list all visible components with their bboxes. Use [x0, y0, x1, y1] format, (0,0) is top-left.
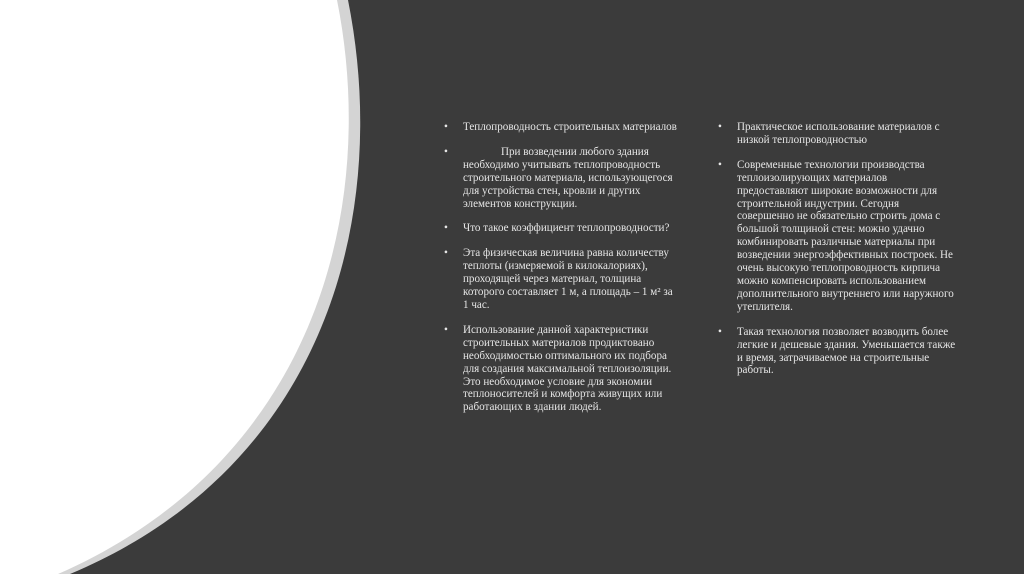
bullet-text: Эта физическая величина равна количеству теплоты (измеряемой в килокалориях), проходящей через материал, толщина которого составляет 1 м, а площадь – 1 м² за 1 час. [463, 247, 673, 311]
bullet-text: Что такое коэффициент теплопроводности? [463, 222, 670, 235]
bullet-text: Использование данной характеристики строительных материалов продиктовано необходимостью оптимального их подбора для создания максимальной теплоизоляции. Это необходимое условие для экономии теплоносителей и комфорта живущих или работающих в здании людей. [463, 323, 672, 414]
bullet-item [718, 326, 956, 378]
bullet-item [718, 121, 956, 147]
bullet-text: Практическое использование материалов с низкой теплопроводностью [737, 121, 940, 146]
bullet-item [444, 324, 680, 414]
bullet-item [718, 159, 956, 314]
bullet-text: Такая технология позволяет возводить более легкие и дешевые здания. Уменьшается также и время, затрачиваемое на строительные работы. [737, 325, 956, 377]
bullet-item [444, 146, 680, 211]
bullet-text: Современные технологии производства теплоизолирующих материалов предоставляют широкие возможности для строительной индустрии. Сегодня совершенно не обязательно строить дома с большой толщиной стен: можно удачно комбинировать различные материалы при возведении энергоэффективных построек. Не очень высокую теплопроводность кирпича можно компенсировать использованием дополнительного внутреннего или наружного утеплителя. [737, 158, 954, 313]
right-text-column [718, 121, 956, 389]
bullet-item [444, 222, 680, 235]
bullet-text: Теплопроводность строительных материалов [463, 121, 677, 133]
arc-fill [0, 0, 349, 574]
bullet-text: При возведении любого здания необходимо учитывать теплопроводность строительного материала, использующегося для устройства стен, кровли и других элементов конструкции. [463, 145, 673, 210]
bullet-item [444, 121, 680, 134]
left-text-column [444, 121, 680, 426]
bullet-item [444, 247, 680, 312]
